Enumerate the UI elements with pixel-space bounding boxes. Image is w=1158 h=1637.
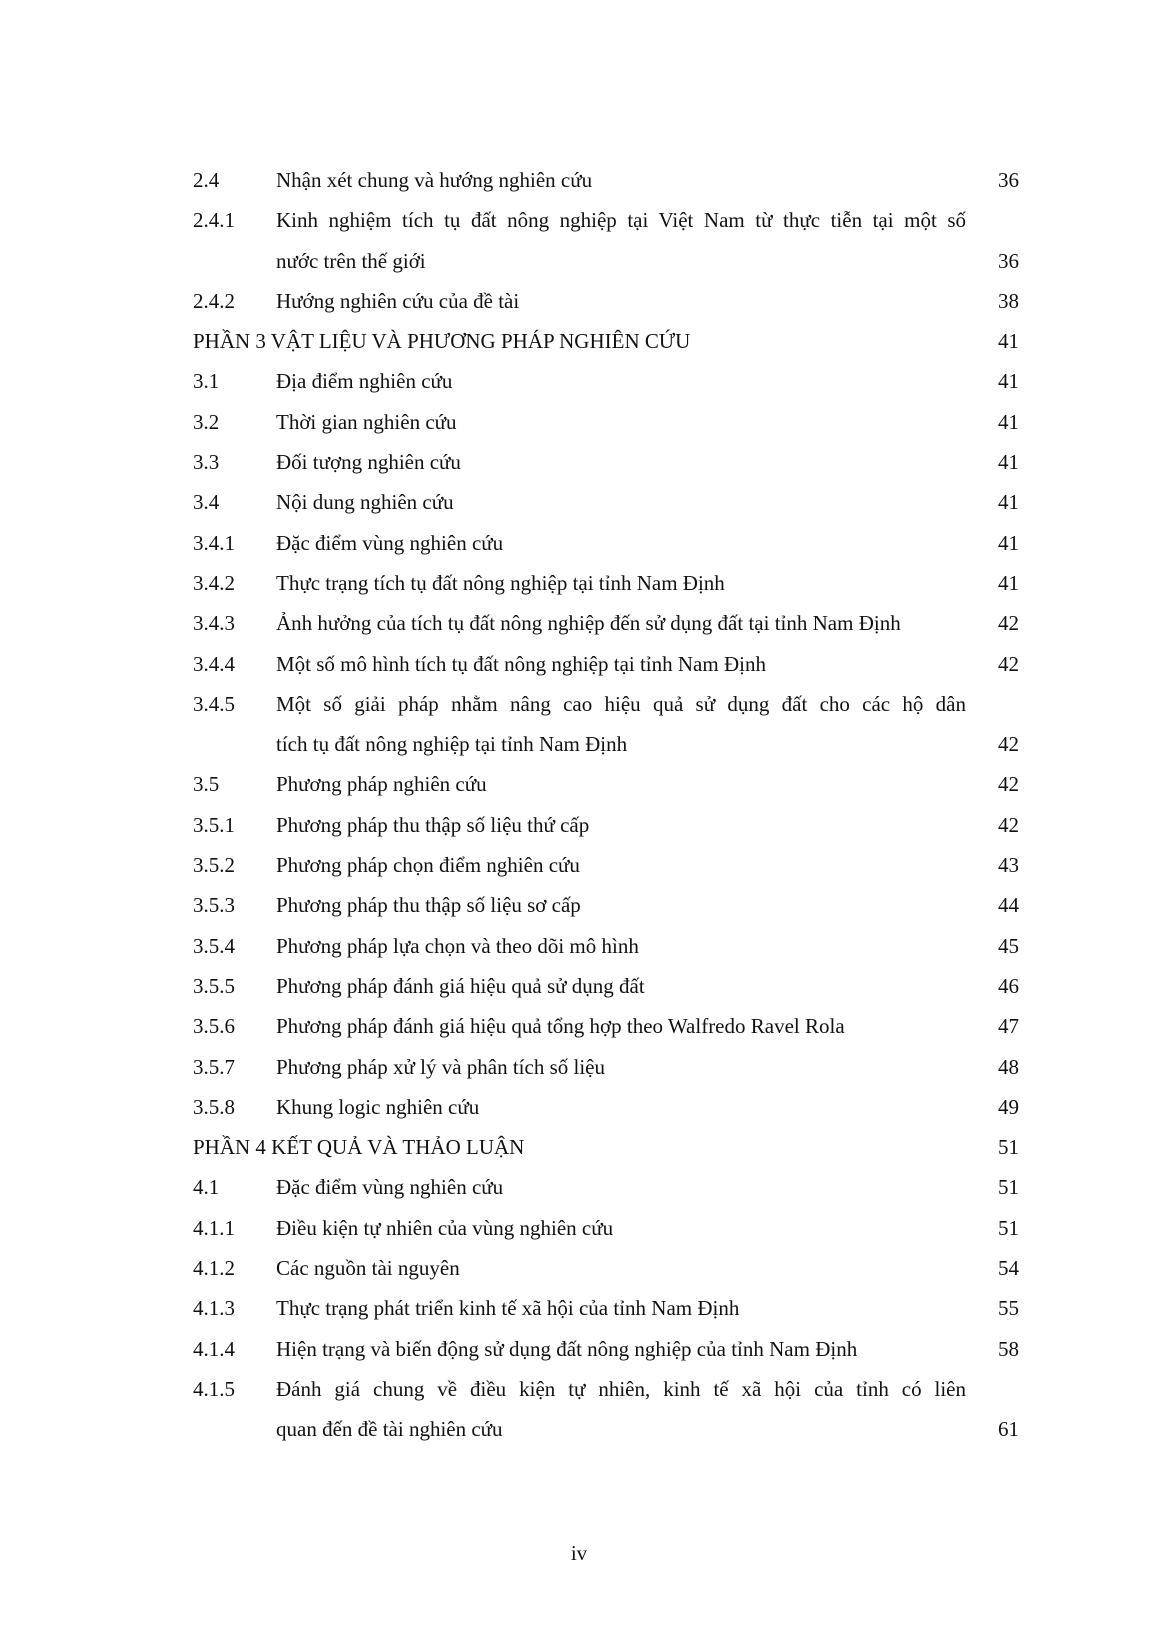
toc-page-number: 51: [998, 1175, 1019, 1200]
toc-section-number: 3.5.3: [193, 893, 235, 918]
page-number: iv: [570, 1541, 588, 1565]
toc-section-number: 3.5.4: [193, 933, 235, 958]
toc-section-title: Đặc điểm vùng nghiên cứu: [276, 1175, 504, 1200]
table-of-contents: [193, 160, 1019, 1450]
toc-page-number: 41: [998, 450, 1019, 475]
toc-entry[interactable]: [193, 1369, 1019, 1409]
toc-page-number: 43: [998, 853, 1019, 878]
toc-page-number: 54: [998, 1256, 1019, 1281]
toc-section-title: Một số mô hình tích tụ đất nông nghiệp tại tỉnh Nam Định: [276, 651, 766, 676]
toc-page-number: 41: [998, 329, 1019, 354]
toc-entry[interactable]: [193, 845, 1019, 885]
toc-section-number: 3.5: [193, 772, 220, 797]
toc-page-number: 41: [998, 409, 1019, 434]
toc-entry[interactable]: [193, 1087, 1019, 1127]
toc-page-number: 38: [998, 288, 1019, 313]
toc-page-number: 36: [998, 168, 1019, 192]
toc-page-number: 41: [998, 570, 1019, 595]
toc-section-title: Địa điểm nghiên cứu: [276, 369, 453, 394]
toc-page-number: 41: [998, 490, 1019, 515]
toc-page-number: 61: [998, 1417, 1019, 1442]
toc-entry[interactable]: [193, 402, 1019, 442]
toc-page-number: 41: [998, 369, 1019, 394]
toc-page-number: 51: [998, 1135, 1019, 1160]
toc-entry[interactable]: [193, 563, 1019, 603]
toc-section-number: 4.1.5: [193, 1376, 235, 1401]
toc-section-number: 3.2: [193, 409, 220, 434]
toc-page-number: 55: [998, 1296, 1019, 1321]
toc-page-number: 51: [998, 1215, 1019, 1240]
toc-section-number: 2.4: [193, 168, 220, 192]
toc-entry[interactable]: [193, 1006, 1019, 1046]
toc-section-title: Kinh nghiệm tích tụ đất nông nghiệp tại Việt Nam từ thực tiễn tại một số: [276, 208, 966, 233]
toc-entry[interactable]: [193, 684, 1019, 724]
toc-section-title: tích tụ đất nông nghiệp tại tỉnh Nam Định: [276, 732, 628, 757]
toc-part-heading[interactable]: [193, 321, 1019, 361]
toc-entry[interactable]: [193, 1208, 1019, 1248]
toc-page-number: 42: [998, 611, 1019, 636]
toc-section-title: Đánh giá chung về điều kiện tự nhiên, kinh tế xã hội của tỉnh có liên: [276, 1376, 966, 1401]
toc-section-number: 3.1: [193, 369, 220, 394]
toc-section-number: 2.4.2: [193, 288, 235, 313]
toc-page-number: 42: [998, 651, 1019, 676]
toc-section-number: 4.1.2: [193, 1256, 235, 1281]
toc-section-number: 3.4.1: [193, 530, 235, 555]
toc-section-title: Thực trạng phát triển kinh tế xã hội của tỉnh Nam Định: [276, 1296, 740, 1321]
toc-section-number: 3.4.5: [193, 691, 235, 716]
toc-heading-text: PHẦN 4 KẾT QUẢ VÀ THẢO LUẬN: [193, 1135, 525, 1160]
toc-section-number: 3.5.7: [193, 1054, 235, 1079]
toc-entry[interactable]: [193, 281, 1019, 321]
toc-page-number: 49: [998, 1094, 1019, 1119]
toc-section-number: 3.3: [193, 450, 220, 475]
toc-section-title: Phương pháp đánh giá hiệu quả sử dụng đất: [276, 973, 645, 998]
toc-section-number: 3.4.4: [193, 651, 235, 676]
toc-entry[interactable]: [193, 1248, 1019, 1288]
toc-entry[interactable]: [193, 523, 1019, 563]
toc-section-number: 3.5.6: [193, 1014, 235, 1039]
toc-page-number: 36: [998, 248, 1019, 273]
toc-entry[interactable]: [193, 644, 1019, 684]
toc-heading-text: PHẦN 3 VẬT LIỆU VÀ PHƯƠNG PHÁP NGHIÊN CỨU: [193, 329, 691, 354]
toc-page-number: 44: [998, 893, 1019, 918]
toc-entry[interactable]: [193, 805, 1019, 845]
toc-entry[interactable]: [193, 482, 1019, 522]
toc-section-number: 3.4.2: [193, 570, 235, 595]
toc-section-title: Đối tượng nghiên cứu: [276, 450, 461, 475]
toc-section-title: Nhận xét chung và hướng nghiên cứu: [276, 168, 593, 192]
toc-section-number: 3.5.2: [193, 853, 235, 878]
toc-page-number: 42: [998, 732, 1019, 757]
toc-section-number: 4.1: [193, 1175, 220, 1200]
toc-page-number: 47: [998, 1014, 1019, 1039]
toc-section-title: Đặc điểm vùng nghiên cứu: [276, 530, 504, 555]
toc-section-title: Thực trạng tích tụ đất nông nghiệp tại tỉnh Nam Định: [276, 570, 725, 595]
toc-section-title: Điều kiện tự nhiên của vùng nghiên cứu: [276, 1215, 614, 1240]
toc-entry[interactable]: [193, 1288, 1019, 1328]
toc-section-title: Phương pháp nghiên cứu: [276, 772, 487, 797]
toc-entry[interactable]: [193, 160, 1019, 200]
toc-page-number: 42: [998, 812, 1019, 837]
toc-entry[interactable]: [193, 200, 1019, 240]
toc-section-title: quan đến đề tài nghiên cứu: [276, 1417, 503, 1442]
toc-entry[interactable]: [193, 1047, 1019, 1087]
toc-section-title: Ảnh hưởng của tích tụ đất nông nghiệp đến sử dụng đất tại tỉnh Nam Định: [276, 611, 901, 636]
toc-entry[interactable]: [193, 442, 1019, 482]
toc-section-title: Khung logic nghiên cứu: [276, 1094, 480, 1119]
toc-entry[interactable]: [193, 926, 1019, 966]
toc-section-title: Phương pháp thu thập số liệu sơ cấp: [276, 893, 581, 918]
toc-entry[interactable]: [193, 361, 1019, 401]
toc-section-title: Thời gian nghiên cứu: [276, 409, 457, 434]
toc-page-number: 41: [998, 530, 1019, 555]
toc-entry[interactable]: [193, 764, 1019, 804]
toc-section-title: Một số giải pháp nhằm nâng cao hiệu quả sử dụng đất cho các hộ dân: [276, 691, 966, 716]
toc-page-number: 46: [998, 973, 1019, 998]
toc-entry[interactable]: [193, 603, 1019, 643]
toc-section-number: 4.1.3: [193, 1296, 235, 1321]
toc-entry[interactable]: [193, 885, 1019, 925]
toc-section-title: Nội dung nghiên cứu: [276, 490, 454, 515]
toc-section-title: Phương pháp chọn điểm nghiên cứu: [276, 853, 580, 878]
toc-section-title: Hướng nghiên cứu của đề tài: [276, 288, 520, 313]
toc-section-number: 4.1.4: [193, 1336, 235, 1361]
toc-section-title: Phương pháp thu thập số liệu thứ cấp: [276, 812, 590, 837]
toc-section-number: 2.4.1: [193, 208, 235, 233]
toc-section-title: Các nguồn tài nguyên: [276, 1256, 460, 1281]
toc-section-number: 3.5.8: [193, 1094, 235, 1119]
toc-entry[interactable]: [193, 1329, 1019, 1369]
toc-section-number: 3.5.5: [193, 973, 235, 998]
toc-entry[interactable]: [193, 1167, 1019, 1207]
toc-part-heading[interactable]: [193, 1127, 1019, 1167]
toc-section-number: 3.4.3: [193, 611, 235, 636]
toc-section-number: 4.1.1: [193, 1215, 235, 1240]
toc-entry[interactable]: [193, 966, 1019, 1006]
toc-section-title: Hiện trạng và biến động sử dụng đất nông nghiệp của tỉnh Nam Định: [276, 1336, 858, 1361]
toc-section-title: Phương pháp lựa chọn và theo dõi mô hình: [276, 933, 639, 958]
toc-section-title: Phương pháp xử lý và phân tích số liệu: [276, 1054, 605, 1079]
toc-page-number: 42: [998, 772, 1019, 797]
toc-page-number: 58: [998, 1336, 1019, 1361]
toc-section-number: 3.4: [193, 490, 220, 515]
toc-page-number: 45: [998, 933, 1019, 958]
toc-section-title: Phương pháp đánh giá hiệu quả tổng hợp theo Walfredo Ravel Rola: [276, 1014, 845, 1039]
toc-entry[interactable]: [193, 1409, 1019, 1449]
toc-section-number: 3.5.1: [193, 812, 235, 837]
toc-entry[interactable]: [193, 241, 1019, 281]
toc-page-number: 48: [998, 1054, 1019, 1079]
toc-section-title: nước trên thế giới: [276, 248, 426, 273]
toc-entry[interactable]: [193, 724, 1019, 764]
